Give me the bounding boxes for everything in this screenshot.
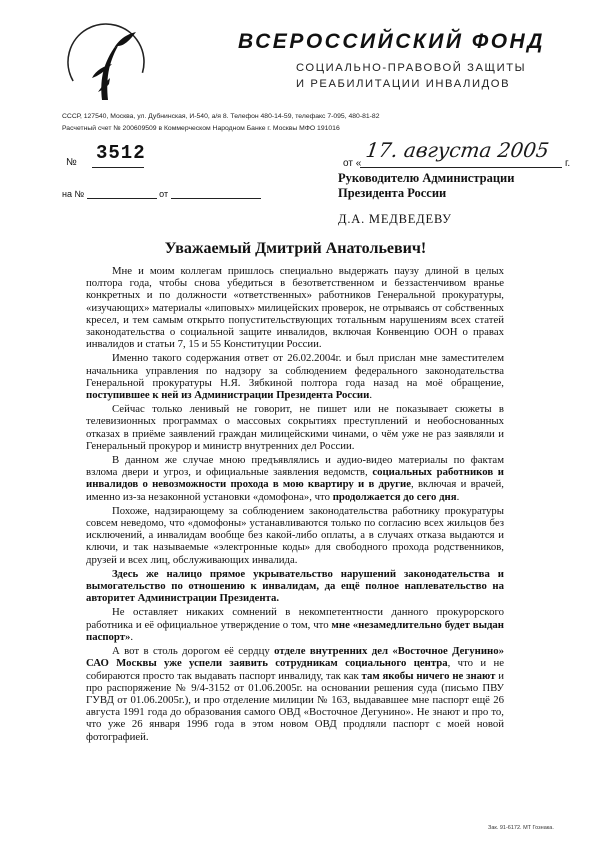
paragraph-7-text: Не оставляет никаких сомнений в некомпетентности данного прокурорского работника и её официальное утверждение о том, что (86, 606, 504, 631)
paragraph-1: Мне и моим коллегам пришлось специально выдержать паузу длиной в целых полтора года, чтобы снова убедиться в безответственном и беззастенчивом вранье конкретных и по должности «ответственных» работников Генеральной прокуратуры, «изучающих» материалы «липовых» милицейских проверок, не отрываясь от собственных кресел, и тем самым открыто попустительствующих тотальным нарушениям всех статей законодательства о социальной защите инвалидов, включая Конвенцию ООН о правах инвалидов и статьи 7, 15 и 55 Конституции России. (86, 265, 504, 351)
paragraph-8-text-2: , что и не собираются просто так выдавать паспорт инвалиду, так как (86, 657, 504, 682)
incoming-reference-date-blank (171, 198, 261, 199)
recipient-position-line-1: Руководителю Администрации (338, 171, 515, 185)
paragraph-8-emphasis-2: там якобы ничего не знают (361, 669, 496, 682)
paragraph-6-emphasis: Здесь же налицо прямое укрывательство нарушений законодательства и вымогательство по отношению к инвалидам, да ещё полное наплевательство на авторитет Администрации Президента. (86, 567, 504, 605)
paragraph-2-end: . (369, 389, 372, 402)
paragraph-7 (86, 606, 504, 643)
paragraph-3: Сейчас только ленивый не говорит, не пишет или не показывает сюжеты в телевизионных программах о массовых сокрытиях преступлений и необоснованных отказах в приёме заявлений граждан милицейскими чинами, о чём уже не раз заявляли и Генеральный прокурор и министр внутренних дел России. (86, 403, 504, 452)
date-handwritten: 17. августа 2005 (364, 138, 551, 162)
organization-subtitle-1: СОЦИАЛЬНО-ПРАВОВОЙ ЗАЩИТЫ (296, 62, 527, 74)
incoming-reference-mid: от (159, 189, 169, 199)
address-line-2: Расчетный счет № 200609509 в Коммерческом Народном Банке г. Москвы МФО 191016 (62, 125, 340, 132)
paragraph-8-text-3: и про распоряжение № 9/4-3152 от 01.06.2005г. на основании решения суда (письмо ПВУ ГУВД от 01.06.2005г.), и про отделение милиции № 163, выдававшее мне паспорт ещё 26 августа 1991 года до образования самого ОВД «Восточное Дегунино». Не знают и про то, что уже 26 января 1996 года в этом новом ОВД продляли паспорт с моей новой фотографией. (86, 669, 504, 743)
paragraph-4 (86, 454, 504, 503)
date-year-suffix: г. (565, 158, 571, 169)
recipient-position-line-2: Президента России (338, 186, 447, 200)
organization-subtitle-2: И РЕАБИЛИТАЦИИ ИНВАЛИДОВ (296, 78, 511, 90)
recipient-name: Д.А. МЕДВЕДЕВУ (338, 212, 452, 226)
date-label: от « (343, 158, 362, 169)
paragraph-4-end: . (456, 490, 460, 503)
paragraph-8-emphasis-1: отделе внутренних дел «Восточное Дегунино» САО Москвы уже успели заявить сотрудникам социального центра (86, 645, 504, 670)
paragraph-8-text: А вот в столь дорогом её сердцу (112, 645, 275, 658)
foundation-logo (62, 18, 150, 106)
date-underline (360, 167, 562, 168)
greeting: Уважаемый Дмитрий Анатольевич! (164, 240, 427, 257)
incoming-reference-prefix: на № (62, 189, 85, 199)
incoming-reference-number-blank (87, 198, 157, 199)
paragraph-4-emphasis-1: социальных работников и инвалидов о невозможности прохода в мою квартиру и в другие (86, 466, 504, 491)
paragraph-6 (86, 568, 504, 605)
letter-body (86, 265, 504, 745)
paragraph-8 (86, 645, 504, 743)
paragraph-7-end: . (130, 630, 134, 643)
address-line-1: СССР, 127540, Москва, ул. Дубнинская, И-540, а/я 8. Телефон 480-14-59, телефакс 7-095, 480-81-82 (62, 113, 380, 120)
outgoing-number-value: 3512 (96, 142, 146, 164)
incoming-reference (62, 189, 292, 199)
paragraph-2-text: Именно такого содержания ответ от 26.02.2004г. и был прислан мне заместителем начальника управления по надзору за соблюдением федерального законодательства Генеральной прокуратуры Н.Я. Зябкиной полтора года назад на моё обращение, (86, 352, 504, 389)
paragraph-4-emphasis-2: продолжается до сего дня (332, 490, 457, 503)
paragraph-2-emphasis: поступившее к ней из Администрации Президента России (86, 389, 370, 402)
print-order-note: Зак. 91-6172. МТ Гознака. (488, 825, 554, 831)
outgoing-number-underline (92, 167, 144, 168)
paragraph-5: Похоже, надзирающему за соблюдением законодательства работнику прокуратуры совсем неведомо, что «домофоны» устанавливаются только по согласию всех жильцов без исключений, а инвалидам вообще без какой-либо оплаты, а в случаях отказа выдаются и ключи, и так называемые «электронные коды» для свободного прохода родственников, друзей и всех лиц, обслуживающих инвалида. (86, 504, 504, 566)
outgoing-number-label: № (66, 157, 77, 168)
paragraph-4-text: В данном же случае мною предъявлялись и аудио-видео материалы по фактам взлома двери и угроз, и официальные заявления ведомств, (86, 454, 504, 479)
paragraph-2 (86, 352, 504, 401)
paragraph-4-text-2: , включая и врачей, именно из-за незаконной установки «домофона», что (86, 478, 504, 503)
paragraph-7-emphasis: мне «незамедлительно будет выдан паспорт» (86, 618, 504, 643)
organization-title: ВСЕРОССИЙСКИЙ ФОНД (238, 30, 545, 53)
